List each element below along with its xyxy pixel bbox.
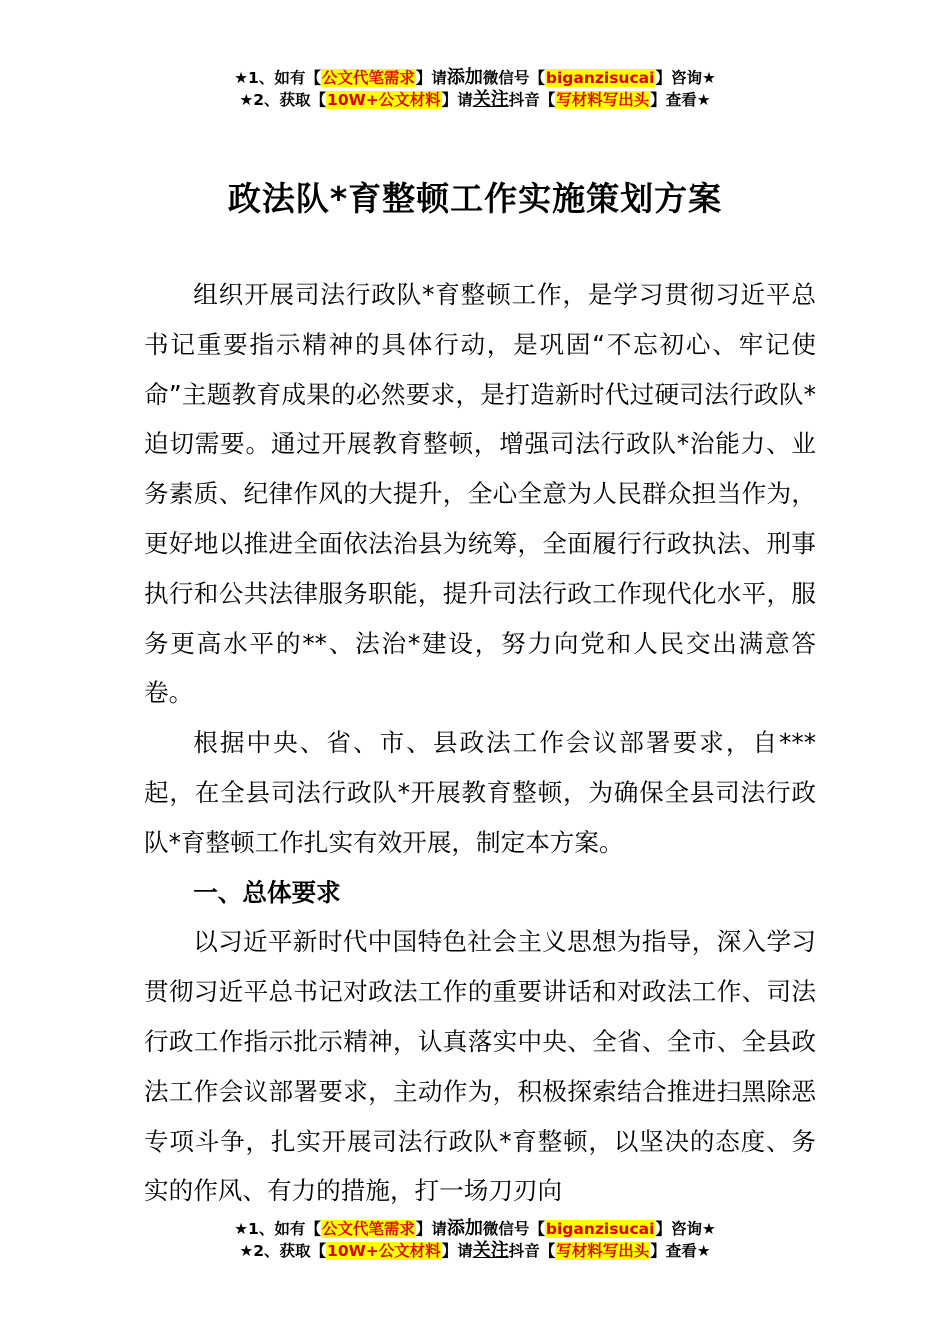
- banner-text: ★2、获取【: [239, 1242, 327, 1260]
- paragraph-basis: 根据中央、省、市、县政法工作会议部署要求，自***起，在全县司法行政队*开展教育整顿，为确保全县司法行政队*育整顿工作扎实有效开展，制定本方案。: [144, 728, 816, 857]
- banner-text: 微信号【: [482, 69, 545, 87]
- banner-text: ★1、如有【: [234, 69, 321, 87]
- banner-highlight: biganzisucai: [545, 69, 655, 87]
- banner-highlight: 公文代笔需求: [321, 1220, 415, 1238]
- top-ad-banner: [0, 67, 950, 111]
- banner-emphasis: 关注: [472, 1240, 509, 1261]
- banner-text: 抖音【: [508, 1242, 556, 1260]
- banner-line-1: [0, 1218, 950, 1240]
- banner-text: 】咨询★: [655, 1220, 716, 1238]
- document-title: 政法队*育整顿工作实施策划方案: [227, 179, 723, 218]
- banner-highlight: 写材料写出头: [556, 1242, 650, 1260]
- banner-text: 】请: [415, 69, 447, 87]
- banner-highlight: 10W+公文材料: [327, 91, 441, 109]
- banner-text: ★2、获取【: [239, 91, 327, 109]
- paragraph-intro: 组织开展司法行政队*育整顿工作，是学习贯彻习近平总书记重要指示精神的具体行动，是巩固“不忘初心、牢记使命”主题教育成果的必然要求，是打造新时代过硬司法行政队*迫切需要。通过开展教育整顿，增强司法行政队*治能力、业务素质、纪律作风的大提升，全心全意为人民群众担当作为，更好地以推进全面依法治县为统筹，全面履行行政执法、刑事执行和公共法律服务职能，提升司法行政工作现代化水平，服务更高水平的**、法治*建设，努力向党和人民交出满意答卷。: [144, 280, 816, 708]
- paragraph-requirements: 以习近平新时代中国特色社会主义思想为指导，深入学习贯彻习近平总书记对政法工作的重要讲话和对政法工作、司法行政工作指示批示精神，认真落实中央、全省、全市、全县政法工作会议部署要求，主动作为，积极探索结合推进扫黑除恶专项斗争，扎实开展司法行政队*育整顿，以坚决的态度、务实的作风、有力的措施，打一场刀刃向: [144, 927, 816, 1206]
- banner-text: 】查看★: [650, 91, 711, 109]
- banner-line-1: [0, 67, 950, 89]
- banner-text: 】查看★: [650, 1242, 711, 1260]
- banner-emphasis: 添加: [446, 67, 483, 88]
- banner-line-2: [0, 1240, 950, 1262]
- banner-text: 】请: [441, 91, 473, 109]
- banner-emphasis: 关注: [472, 89, 509, 110]
- banner-text: ★1、如有【: [234, 1220, 321, 1238]
- banner-highlight: 公文代笔需求: [321, 69, 415, 87]
- document-body: [144, 270, 816, 1216]
- banner-text: 微信号【: [482, 1220, 545, 1238]
- banner-highlight: biganzisucai: [545, 1220, 655, 1238]
- banner-text: 】请: [415, 1220, 447, 1238]
- banner-highlight: 10W+公文材料: [327, 1242, 441, 1260]
- banner-line-2: [0, 89, 950, 111]
- banner-emphasis: 添加: [446, 1218, 483, 1239]
- banner-text: 】请: [441, 1242, 473, 1260]
- banner-text: 】咨询★: [655, 69, 716, 87]
- bottom-ad-banner: [0, 1218, 950, 1262]
- section-heading: 一、总体要求: [193, 877, 341, 907]
- banner-highlight: 写材料写出头: [556, 91, 650, 109]
- banner-text: 抖音【: [508, 91, 556, 109]
